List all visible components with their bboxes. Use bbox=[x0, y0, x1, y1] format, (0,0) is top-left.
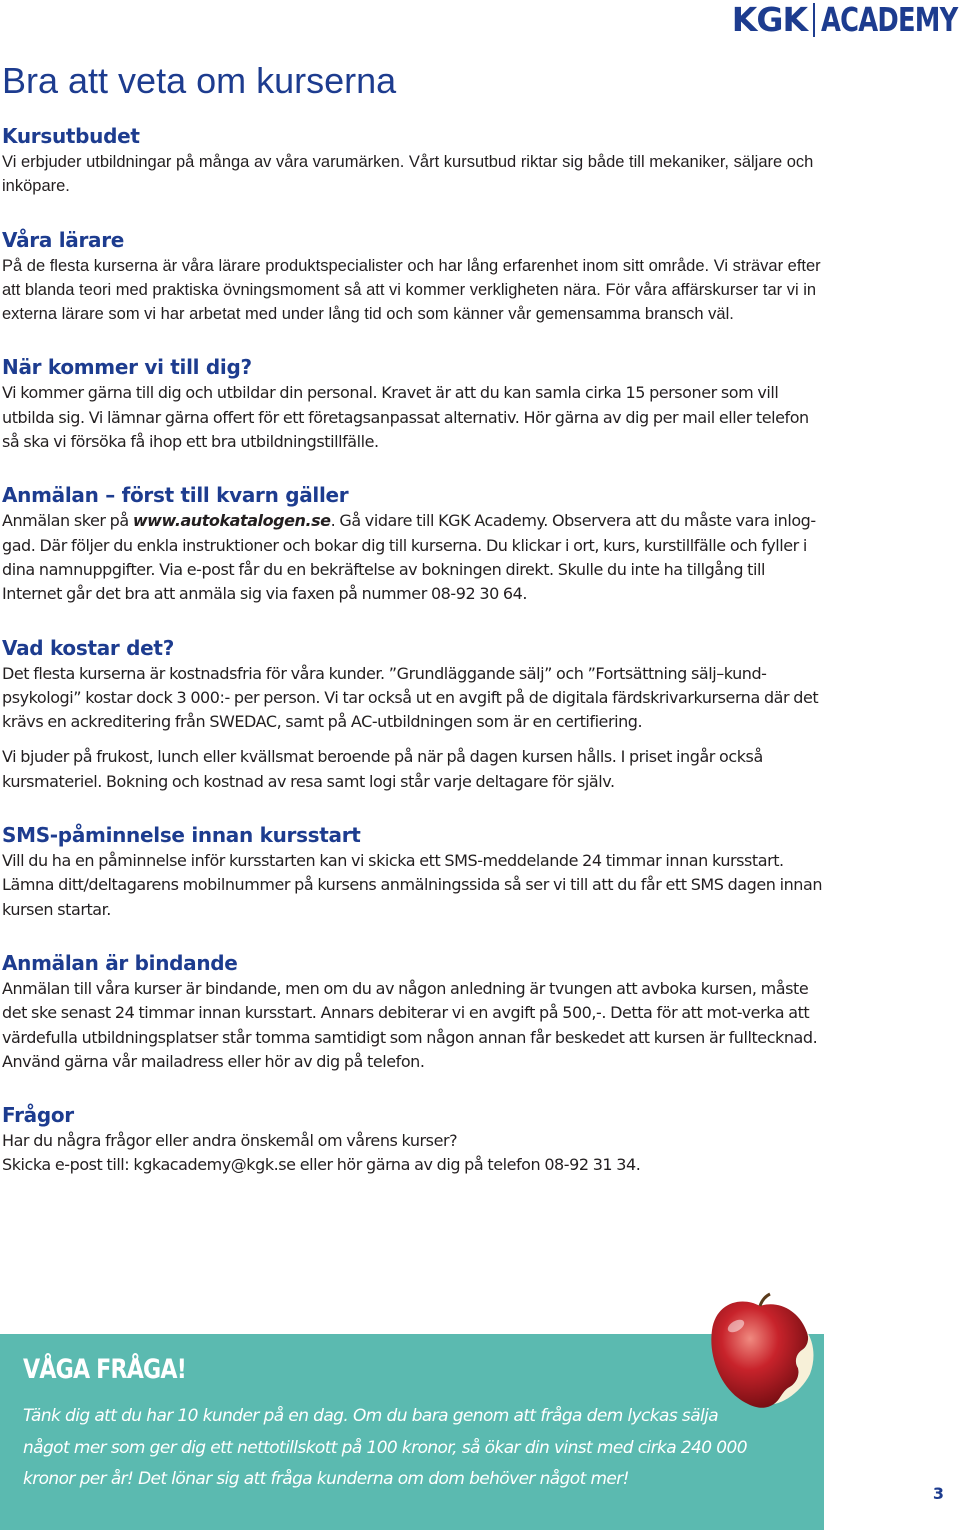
promo-title: VÅGA FRÅGA! bbox=[23, 1354, 186, 1385]
section-text: På de flesta kurserna är våra lärare produktspecialister och har lång erfarenhet inom sitt område. Vi strävar efter att blanda teori med praktiska övningsmoment så att vi kommer verkligheten nära. För våra affärskurser tar vi in externa lärare som vi har arbetat med under lång tid och som känner vår gemensamma bransch väl. bbox=[2, 256, 821, 324]
logo-academy: ACADEMY bbox=[821, 0, 958, 39]
section-sms-paminnelse bbox=[2, 821, 822, 922]
section-nar-kommer-vi bbox=[2, 353, 822, 454]
section-text: Skicka e-post till: kgkacademy@kgk.se eller hör gärna av dig på telefon 08-92 31 34. bbox=[2, 1155, 641, 1175]
section-text: Vi bjuder på frukost, lunch eller kvällsmat beroende på när på dagen kursen hålls. I priset ingår också kursmateriel. Bokning och kostnad av resa samt logi står varje deltagare för själv. bbox=[2, 747, 763, 791]
registration-link[interactable]: www.autokatalogen.se bbox=[132, 511, 331, 531]
kgk-academy-logo bbox=[732, 2, 958, 38]
section-heading: Anmälan är bindande bbox=[2, 950, 238, 975]
section-heading: Frågor bbox=[2, 1103, 74, 1128]
page-title: Bra att veta om kurserna bbox=[2, 60, 397, 101]
section-fragor bbox=[2, 1101, 822, 1178]
section-text bbox=[2, 509, 822, 606]
section-vara-larare bbox=[2, 226, 822, 327]
section-text: Har du några frågor eller andra önskemål om vårens kurser? bbox=[2, 1131, 458, 1151]
promo-box bbox=[0, 1334, 824, 1530]
logo-kgk: KGK bbox=[731, 0, 808, 39]
section-text: Vi kommer gärna till dig och utbildar din personal. Kravet är att du kan samla cirka 15 personer som vill utbilda sig. Vi lämnar gärna offert för ett företagsanpassat alternativ. Hör gärna av dig per mail eller telefon så ska vi försöka få ihop ett bra utbildningstillfälle. bbox=[2, 383, 809, 452]
section-text: Anmälan till våra kurser är bindande, men om du av någon anledning är tvungen att avboka kursen, måste det ske senast 24 timmar innan kursstart. Annars debiterar vi en avgift på 500,-. Detta för att mot-verka att värdefulla utbildningsplatser står tomma samtidigt som någon annan får beskedet att kursen är fulltecknad. Använd gärna vår mailadress eller hör av dig på telefon. bbox=[2, 978, 818, 1071]
section-vad-kostar bbox=[2, 634, 822, 794]
section-text: Vill du ha en påminnelse inför kursstarten kan vi skicka ett SMS-meddelande 24 timmar innan kursstart. Lämna ditt/deltagarens mobilnummer på kursens anmälningssida så ser vi till att du får ett SMS dagen innan kursen startar. bbox=[2, 851, 823, 919]
section-heading: När kommer vi till dig? bbox=[2, 355, 252, 380]
content bbox=[2, 122, 822, 1205]
section-heading: Kursutbudet bbox=[2, 124, 140, 148]
section-heading: Våra lärare bbox=[2, 227, 125, 252]
page-number: 3 bbox=[932, 1484, 944, 1503]
section-heading: SMS-påminnelse innan kursstart bbox=[2, 823, 361, 848]
bitten-apple-icon bbox=[702, 1292, 822, 1414]
section-heading: Anmälan – först till kvarn gäller bbox=[2, 483, 349, 508]
registration-prefix: Anmälan sker på bbox=[2, 511, 133, 531]
promo-text: Tänk dig att du har 10 kunder på en dag. Om du bara genom att fråga dem lyckas sälja något mer som ger dig ett nettotillskott på 100 kronor, så ökar din vinst med cirka 240 000 kronor per år! Det lönar sig att fråga kunderna om dom behöver något mer! bbox=[23, 1406, 747, 1489]
section-kursutbudet bbox=[2, 122, 822, 199]
section-heading: Vad kostar det? bbox=[2, 635, 174, 660]
section-anmalan bbox=[2, 481, 822, 606]
section-anmalan-bindande bbox=[2, 949, 822, 1074]
section-text: Det flesta kurserna är kostnadsfria för våra kunder. ”Grundläggande sälj” och ”Fortsättning sälj–kund-psykologi” kostar dock 3 000:- per person. Vi tar också ut en avgift på de digitala färdskrivarkurserna där det krävs en ackreditering från SWEDAC, samt på AC-utbildningen som är en certifiering. bbox=[2, 663, 819, 732]
logo-divider bbox=[813, 3, 815, 37]
section-text: Vi erbjuder utbildningar på många av våra varumärken. Vårt kursutbud riktar sig både till mekaniker, säljare och inköpare. bbox=[2, 153, 814, 196]
registration-rest: . Gå vidare till KGK Academy. Observera att du måste vara inlog-gad. Där följer du enkla instruktioner och bokar dig till kurserna. Du klickar i ort, kurs, kurstillfälle och fyller i dina namnuppgifter. Via e-post får du en bekräftelse av bokningen direkt. Skulle du inte ha tillgång till Internet går det bra att anmäla sig via faxen på nummer 08-92 30 64. bbox=[2, 511, 816, 604]
